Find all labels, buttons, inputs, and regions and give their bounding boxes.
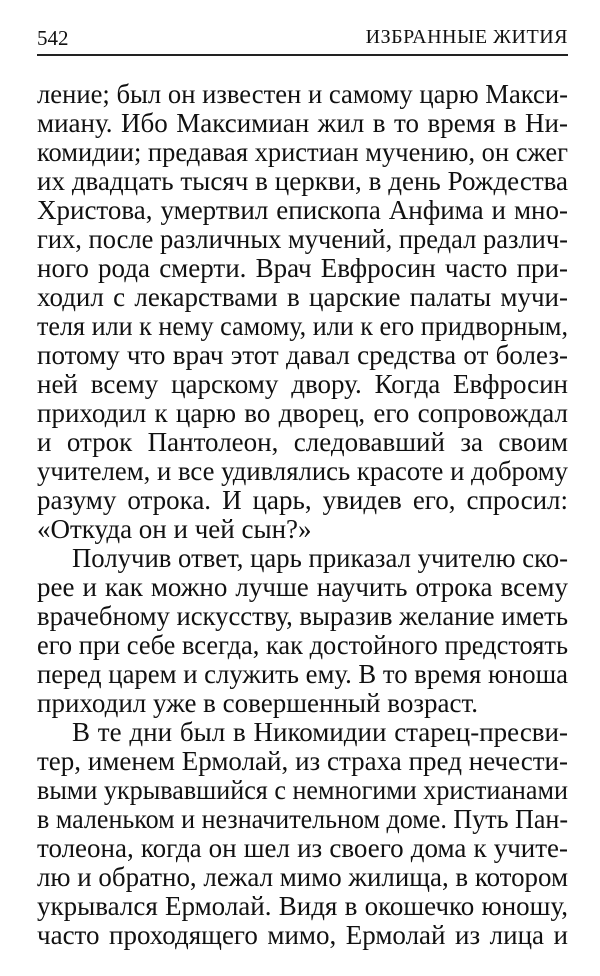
text-line: выми укрывавшийся с немногими христианами xyxy=(37,775,568,805)
text-line: приходил к царю во дворец, его сопровождал xyxy=(37,398,568,428)
running-title: ИЗБРАННЫЕ ЖИТИЯ xyxy=(365,26,568,48)
text-line: в маленьком и незначительном доме. Путь Пан- xyxy=(37,804,568,834)
text-line: приходил уже в совершенный возраст. xyxy=(37,688,478,718)
text-line: разуму отрока. И царь, увидев его, спросил: xyxy=(37,485,568,515)
text-line: укрывался Ермолай. Видя в окошечко юношу, xyxy=(37,891,568,921)
text-line: гих, после различных мучений, предал различ- xyxy=(37,224,568,254)
text-line: и отрок Пантолеон, следовавший за своим xyxy=(37,427,568,457)
text-line: «Откуда он и чей сын?» xyxy=(37,514,312,544)
text-line: учителем, и все удивлялись красоте и доброму xyxy=(37,456,568,486)
text-line: теля или к нему самому, или к его придворным, xyxy=(37,311,568,341)
text-line: ного рода смерти. Врач Евфросин часто при- xyxy=(37,253,568,283)
page-body-text xyxy=(37,80,568,950)
text-line: лю и обратно, лежал мимо жилища, в котором xyxy=(37,862,568,892)
page-number: 542 xyxy=(37,26,69,50)
text-line: Получив ответ, царь приказал учителю ско- xyxy=(72,543,568,573)
text-line: ней всему царскому двору. Когда Евфросин xyxy=(37,369,568,399)
text-line: ходил с лекарствами в царские палаты мучи- xyxy=(37,282,568,312)
text-line: Христова, умертвил епископа Анфима и мно- xyxy=(37,195,568,225)
text-line: В те дни был в Никомидии старец-пресви- xyxy=(72,717,568,747)
text-line: его при себе всегда, как достойного предстоять xyxy=(37,630,568,660)
text-line: потому что врач этот давал средства от болез- xyxy=(37,340,568,370)
running-header xyxy=(37,22,568,56)
text-line: врачебному искусству, выразив желание иметь xyxy=(37,601,568,631)
text-line: их двадцать тысяч в церкви, в день Рождества xyxy=(37,166,568,196)
text-line: рее и как можно лучше научить отрока всему xyxy=(37,572,568,602)
text-line: перед царем и служить ему. В то время юноша xyxy=(37,659,568,689)
text-line: ление; был он известен и самому царю Макси- xyxy=(37,79,568,109)
text-line: тер, именем Ермолай, из страха пред нечести- xyxy=(37,746,568,776)
text-line: комидии; предавая христиан мучению, он сжег xyxy=(37,137,568,167)
text-line: часто проходящего мимо, Ермолай из лица и xyxy=(37,920,568,950)
text-line: миану. Ибо Максимиан жил в то время в Ни- xyxy=(37,108,568,138)
text-line: толеона, когда он шел из своего дома к учите- xyxy=(37,833,568,863)
